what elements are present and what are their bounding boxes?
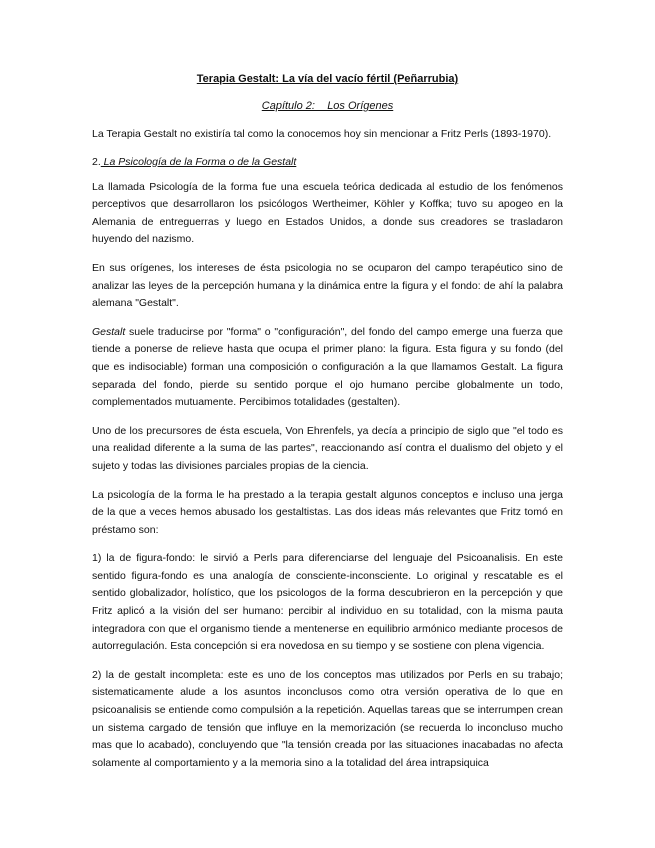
paragraph-7: 2) la de gestalt incompleta: este es uno de los conceptos mas utilizados por Perls en su trabajo; sistematicamente alude a los asuntos inconclusos como otra versión operativa de lo que en psicoanalisis se entiende como compulsión a la repetición. Aquellas tareas que se interrumpen crean un sistema cargado de tensión que influye en la memorización (se recuerda lo inconcluso mucho mas que lo acabado), concluyendo que "la tensión creada por las situaciones inacabadas no afecta solamente al comportamiento y a la memoria sino a la totalidad del área intrapsiquica xyxy=(92,668,563,769)
intro-paragraph: La Terapia Gestalt no existiría tal como la conocemos hoy sin mencionar a Fritz Perls (1893-1970). xyxy=(92,128,552,140)
paragraph-2: En sus orígenes, los intereses de ésta psicologia no se ocuparon del campo terapéutico sino de analizar las leyes de la percepción humana y la dinámica entre la figura y el fondo: de ahí la palabra alemana "Gestalt". xyxy=(92,261,563,310)
paragraph-3 xyxy=(92,324,563,412)
section-number: 2. xyxy=(92,155,101,168)
paragraph-4: Uno de los precursores de ésta escuela, Von Ehrenfels, ya decía a principio de siglo que "el todo es una realidad diferente a la suma de las partes", reaccionando así contra el dualismo del objeto y el sujeto y todas las divisiones parciales propias de la ciencia. xyxy=(92,424,563,472)
page-content xyxy=(92,72,563,783)
paragraph-3-text: suele traducirse por "forma" o "configuración", del fondo del campo emerge una fuerza que tiende a ponerse de relieve hasta que ocupa el primer plano: la figura. Esta figura y su fondo (del que es indisociable) forman una composición o configuración a la que llamamos Gestalt. La figura separada del fondo, pierde su sentido porque el ojo humano percibe globalmente un todo, complementados mutuamente. Percibimos totalidades (gestalten). xyxy=(92,325,563,409)
paragraph-1: La llamada Psicología de la forma fue una escuela teórica dedicada al estudio de los fenómenos perceptivos que desarrollaron los psicólogos Wertheimer, Köhler y Koffka; tuvo su apogeo en la Alemania de entreguerras y luego en Estados Unidos, a donde sus creadores se trasladaron huyendo del nazismo. xyxy=(92,180,563,246)
paragraph-6: 1) la de figura-fondo: le sirvió a Perls para diferenciarse del lenguaje del Psicoanalisis. En este sentido figura-fondo es una analogía de consciente-inconsciente. Lo original y rescatable es el sentido globalizador, holístico, que los psicologos de la forma descubrieron en la percepción y que Fritz aplicó a la visión del ser humano: percibir al individuo en su totalidad, con la misma pauta integradora con que el organismo tiende a mentenerse en equilibrio armónico mediante procesos de autorregulación. Esta concepción si era novedosa en su tiempo y se sostiene con plena vigencia. xyxy=(92,552,563,653)
gestalt-term: Gestalt xyxy=(92,325,126,338)
chapter-heading: Capítulo 2: Los Orígenes xyxy=(261,100,394,112)
document-title: Terapia Gestalt: La vía del vacío fértil (Peñarrubia) xyxy=(196,73,459,85)
section-title: La Psicología de la Forma o de la Gestalt xyxy=(100,155,297,168)
section-heading xyxy=(92,155,563,169)
paragraph-5: La psicología de la forma le ha prestado a la terapia gestalt algunos conceptos e incluso una jerga de la que a veces hemos abusado los gestaltistas. Las dos ideas más relevantes que Fritz tomó en préstamo son: xyxy=(92,488,563,536)
